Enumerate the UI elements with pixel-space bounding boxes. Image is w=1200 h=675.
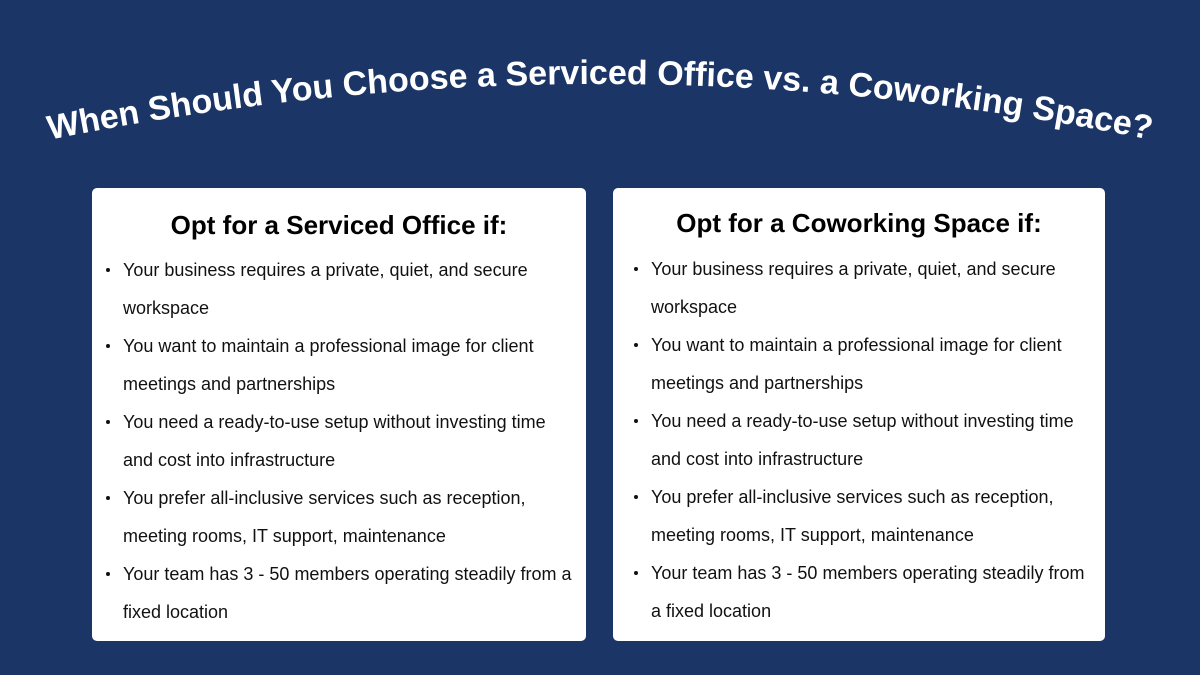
list-item-text: You want to maintain a professional image for client meetings and partnerships (123, 336, 534, 394)
serviced-office-list (123, 251, 578, 631)
list-item-text: You need a ready-to-use setup without investing time and cost into infrastructure (651, 411, 1074, 469)
list-item (123, 479, 578, 555)
list-item (123, 403, 578, 479)
list-item (651, 478, 1097, 554)
bullet-icon (106, 268, 110, 272)
page-title-text: When Should You Choose a Serviced Office vs. a Coworking Space? (43, 53, 1157, 148)
bullet-icon (106, 344, 110, 348)
bullet-icon (634, 571, 638, 575)
page-title-banner (0, 0, 1200, 180)
bullet-icon (634, 267, 638, 271)
coworking-space-list (651, 250, 1097, 630)
list-item (651, 250, 1097, 326)
coworking-space-card (613, 188, 1105, 641)
page-title (44, 54, 1156, 147)
list-item (651, 402, 1097, 478)
bullet-icon (106, 420, 110, 424)
list-item-text: You prefer all-inclusive services such as reception, meeting rooms, IT support, maintenance (651, 487, 1054, 545)
bullet-icon (106, 496, 110, 500)
arched-title-svg (0, 0, 1200, 180)
bullet-icon (634, 343, 638, 347)
bullet-icon (634, 419, 638, 423)
serviced-office-card (92, 188, 586, 641)
list-item (123, 251, 578, 327)
list-item-text: Your team has 3 - 50 members operating steadily from a fixed location (651, 563, 1085, 621)
list-item-text: You want to maintain a professional image for client meetings and partnerships (651, 335, 1062, 393)
list-item-text: You prefer all-inclusive services such as reception, meeting rooms, IT support, maintenance (123, 488, 526, 546)
bullet-icon (106, 572, 110, 576)
list-item-text: You need a ready-to-use setup without investing time and cost into infrastructure (123, 412, 546, 470)
list-item-text: Your business requires a private, quiet, and secure workspace (651, 259, 1056, 317)
list-item (651, 326, 1097, 402)
list-item (651, 554, 1097, 630)
list-item-text: Your business requires a private, quiet, and secure workspace (123, 260, 528, 318)
list-item-text: Your team has 3 - 50 members operating steadily from a fixed location (123, 564, 572, 622)
list-item (123, 327, 578, 403)
bullet-icon (634, 495, 638, 499)
serviced-office-heading: Opt for a Serviced Office if: (170, 210, 508, 240)
list-item (123, 555, 578, 631)
coworking-space-heading: Opt for a Coworking Space if: (676, 208, 1042, 238)
